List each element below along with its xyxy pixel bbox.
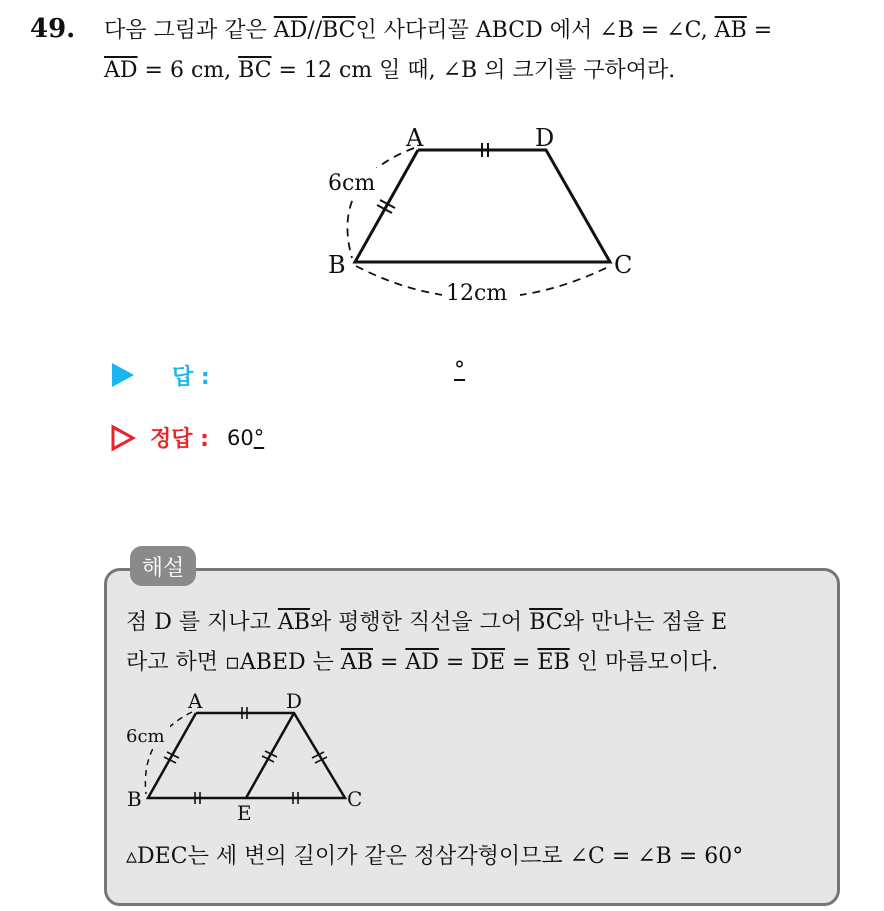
vertex-c-label: C	[614, 251, 633, 279]
question-text: =	[746, 18, 773, 43]
solution-text: 인 마름모이다.	[569, 650, 719, 675]
segment-ad: $\overline{AD}$	[104, 58, 138, 83]
side-length-label: 6cm	[328, 171, 376, 196]
solution-text: 라고 하면 ▫ABED 는	[126, 650, 341, 675]
solution-line-1	[126, 608, 727, 638]
segment-ab: $\overline{AB}$	[340, 650, 373, 675]
segment-ab: $\overline{AB}$	[277, 610, 310, 635]
rhombus-figure	[0, 680, 884, 830]
trapezoid-figure	[0, 0, 884, 340]
vertex-a-label: A	[188, 689, 203, 713]
question-text: = 6 cm,	[137, 58, 239, 83]
side-length-label: 6cm	[126, 726, 165, 747]
vertex-b-label: B	[328, 251, 346, 279]
segment-bc: $\overline{BC}$	[322, 18, 356, 43]
correct-answer-label: 정답 :	[150, 427, 209, 452]
solution-text: 점 D 를 지나고	[126, 610, 278, 635]
answer-label: 답 :	[172, 364, 210, 390]
vertex-d-label: D	[535, 124, 555, 152]
segment-bc: $\overline{BC}$	[238, 58, 272, 83]
solution-tab: 해설	[130, 546, 196, 586]
question-text: 인 사다리꼴 ABCD 에서 ∠B = ∠C,	[355, 18, 715, 43]
vertex-a-label: A	[406, 124, 424, 152]
question-number: 49.	[30, 14, 76, 44]
solution-conclusion: ▵DEC는 세 변의 길이가 같은 정삼각형이므로 ∠C = ∠B = 60°	[126, 844, 744, 869]
vertex-b-label: B	[127, 787, 142, 811]
correct-value-unit: °	[253, 425, 265, 450]
solution-text: =	[438, 650, 472, 675]
vertex-e-label: E	[237, 801, 252, 825]
correct-answer-value	[227, 426, 264, 450]
question-text: = 12 cm 일 때, ∠B 의 크기를 구하여라.	[271, 58, 676, 83]
side-dimension-arc	[347, 148, 414, 258]
base-length-label: 12cm	[446, 281, 508, 306]
segment-bc: $\overline{BC}$	[529, 610, 563, 635]
solution-text: =	[372, 650, 406, 675]
vertex-d-label: D	[286, 689, 303, 713]
parallel-symbol: //	[307, 18, 323, 43]
segment-ab: $\overline{AB}$	[714, 18, 747, 43]
segment-ad: $\overline{AD}$	[405, 650, 439, 675]
segment-ad: $\overline{AD}$	[273, 18, 308, 43]
solution-text: =	[505, 650, 538, 675]
play-arrow-icon	[112, 363, 134, 387]
correct-value-number: 60	[226, 425, 254, 450]
answer-row	[112, 358, 210, 392]
segment-eb: $\overline{EB}$	[537, 650, 570, 675]
answer-unit: °	[454, 358, 465, 383]
correct-answer-row	[110, 422, 264, 453]
outline-triangle-icon	[110, 424, 136, 452]
vertex-c-label: C	[347, 787, 363, 811]
segment-de-line	[246, 713, 294, 798]
solution-text: 와 만나는 점을 E	[562, 610, 728, 635]
solution-line-2	[126, 648, 718, 678]
question-text: 다음 그림과 같은	[104, 18, 274, 43]
solution-text: 와 평행한 직선을 그어	[309, 610, 530, 635]
segment-de: $\overline{DE}$	[471, 650, 506, 675]
